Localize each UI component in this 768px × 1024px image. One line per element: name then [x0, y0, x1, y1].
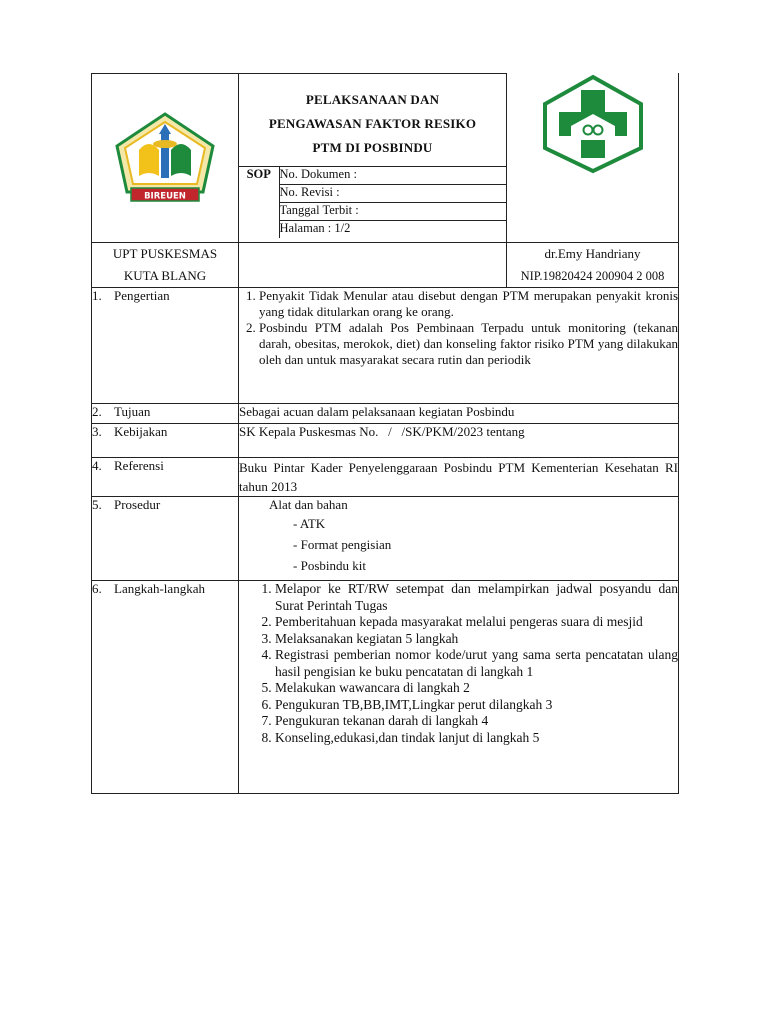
document-info-table: [239, 166, 506, 238]
left-logo-cell: [92, 74, 239, 243]
title-cell: [239, 74, 507, 243]
row-content-langkah: [239, 581, 679, 794]
row-label-langkah: 6. Langkah-langkah: [92, 581, 239, 794]
signatory-cell: [507, 243, 679, 288]
list-item: - Posbindu kit: [293, 555, 678, 576]
row-content-prosedur: [239, 497, 679, 581]
doc-number-field: No. Dokumen :: [279, 167, 506, 185]
row-content-tujuan: Sebagai acuan dalam pelaksanaan kegiatan Posbindu: [239, 404, 679, 424]
list-item: - ATK: [293, 513, 678, 534]
bireuen-crest-icon: [109, 110, 221, 206]
row-content-pengertian: [239, 288, 679, 404]
signatory-name: dr.Emy Handriany: [544, 246, 641, 261]
unit-name-line1: UPT PUSKESMAS: [112, 246, 218, 261]
list-item: 8. Konseling,edukasi,dan tindak lanjut di langkah 5: [275, 730, 678, 747]
list-item: 3. Melaksanakan kegiatan 5 langkah: [275, 631, 678, 648]
right-logo-cell: [507, 74, 679, 243]
row-label-prosedur: 5. Prosedur: [92, 497, 239, 581]
materials-heading: Alat dan bahan: [269, 497, 348, 512]
signatory-nip: NIP.19820424 200904 2 008: [520, 269, 665, 283]
row-label-pengertian: 1. Pengertian: [92, 288, 239, 404]
row-label-tujuan: 2. Tujuan: [92, 404, 239, 424]
definition-list: [239, 288, 678, 368]
unit-blank-cell: [239, 243, 507, 288]
document-title: PELAKSANAAN DAN PENGAWASAN FAKTOR RESIKO PTM DI POSBINDU: [268, 92, 477, 155]
row-label-referensi: 4. Referensi: [92, 458, 239, 497]
health-unit-cell: [92, 243, 239, 288]
row-content-referensi: Buku Pintar Kader Penyelenggaraan Posbindu PTM Kementerian Kesehatan RI tahun 2013: [239, 458, 679, 497]
sop-document: [91, 73, 678, 794]
list-item: 2. Posbindu PTM adalah Pos Pembinaan Terpadu untuk monitoring (tekanan darah, obesitas, merokok, diet) dan konseling faktor risiko PTM yang dilakukan oleh dan untuk masyarakat secara rutin dan periodik: [259, 320, 678, 368]
unit-name-line2: KUTA BLANG: [123, 268, 207, 283]
list-item: 2. Pemberitahuan kepada masyarakat melalui pengeras suara di mesjid: [275, 614, 678, 631]
row-label-kebijakan: 3. Kebijakan: [92, 424, 239, 458]
materials-list: [269, 513, 678, 576]
svg-text:BIREUEN: BIREUEN: [144, 191, 186, 202]
row-content-kebijakan: SK Kepala Puskesmas No. / /SK/PKM/2023 tentang: [239, 424, 679, 458]
revision-field: No. Revisi :: [279, 185, 506, 203]
list-item: 7. Pengukuran tekanan darah di langkah 4: [275, 713, 678, 730]
steps-list: [239, 581, 678, 746]
sop-label: SOP: [239, 167, 279, 239]
list-item: 1. Penyakit Tidak Menular atau disebut dengan PTM merupakan penyakit kronis yang tidak ditularkan orang ke orang.: [259, 288, 678, 320]
list-item: 4. Registrasi pemberian nomor kode/urut yang sama serta pencatatan ulang hasil pengisian ke buku pencatatan di langkah 1: [275, 647, 678, 680]
list-item: 6. Pengukuran TB,BB,IMT,Lingkar perut dilangkah 3: [275, 697, 678, 714]
puskesmas-cross-icon: [541, 74, 645, 174]
page-field: Halaman : 1/2: [279, 221, 506, 239]
issue-date-field: Tanggal Terbit :: [279, 203, 506, 221]
list-item: 5. Melakukan wawancara di langkah 2: [275, 680, 678, 697]
sop-table: [91, 73, 679, 794]
list-item: 1. Melapor ke RT/RW setempat dan melampirkan jadwal posyandu dan Surat Perintah Tugas: [275, 581, 678, 614]
list-item: - Format pengisian: [293, 534, 678, 555]
